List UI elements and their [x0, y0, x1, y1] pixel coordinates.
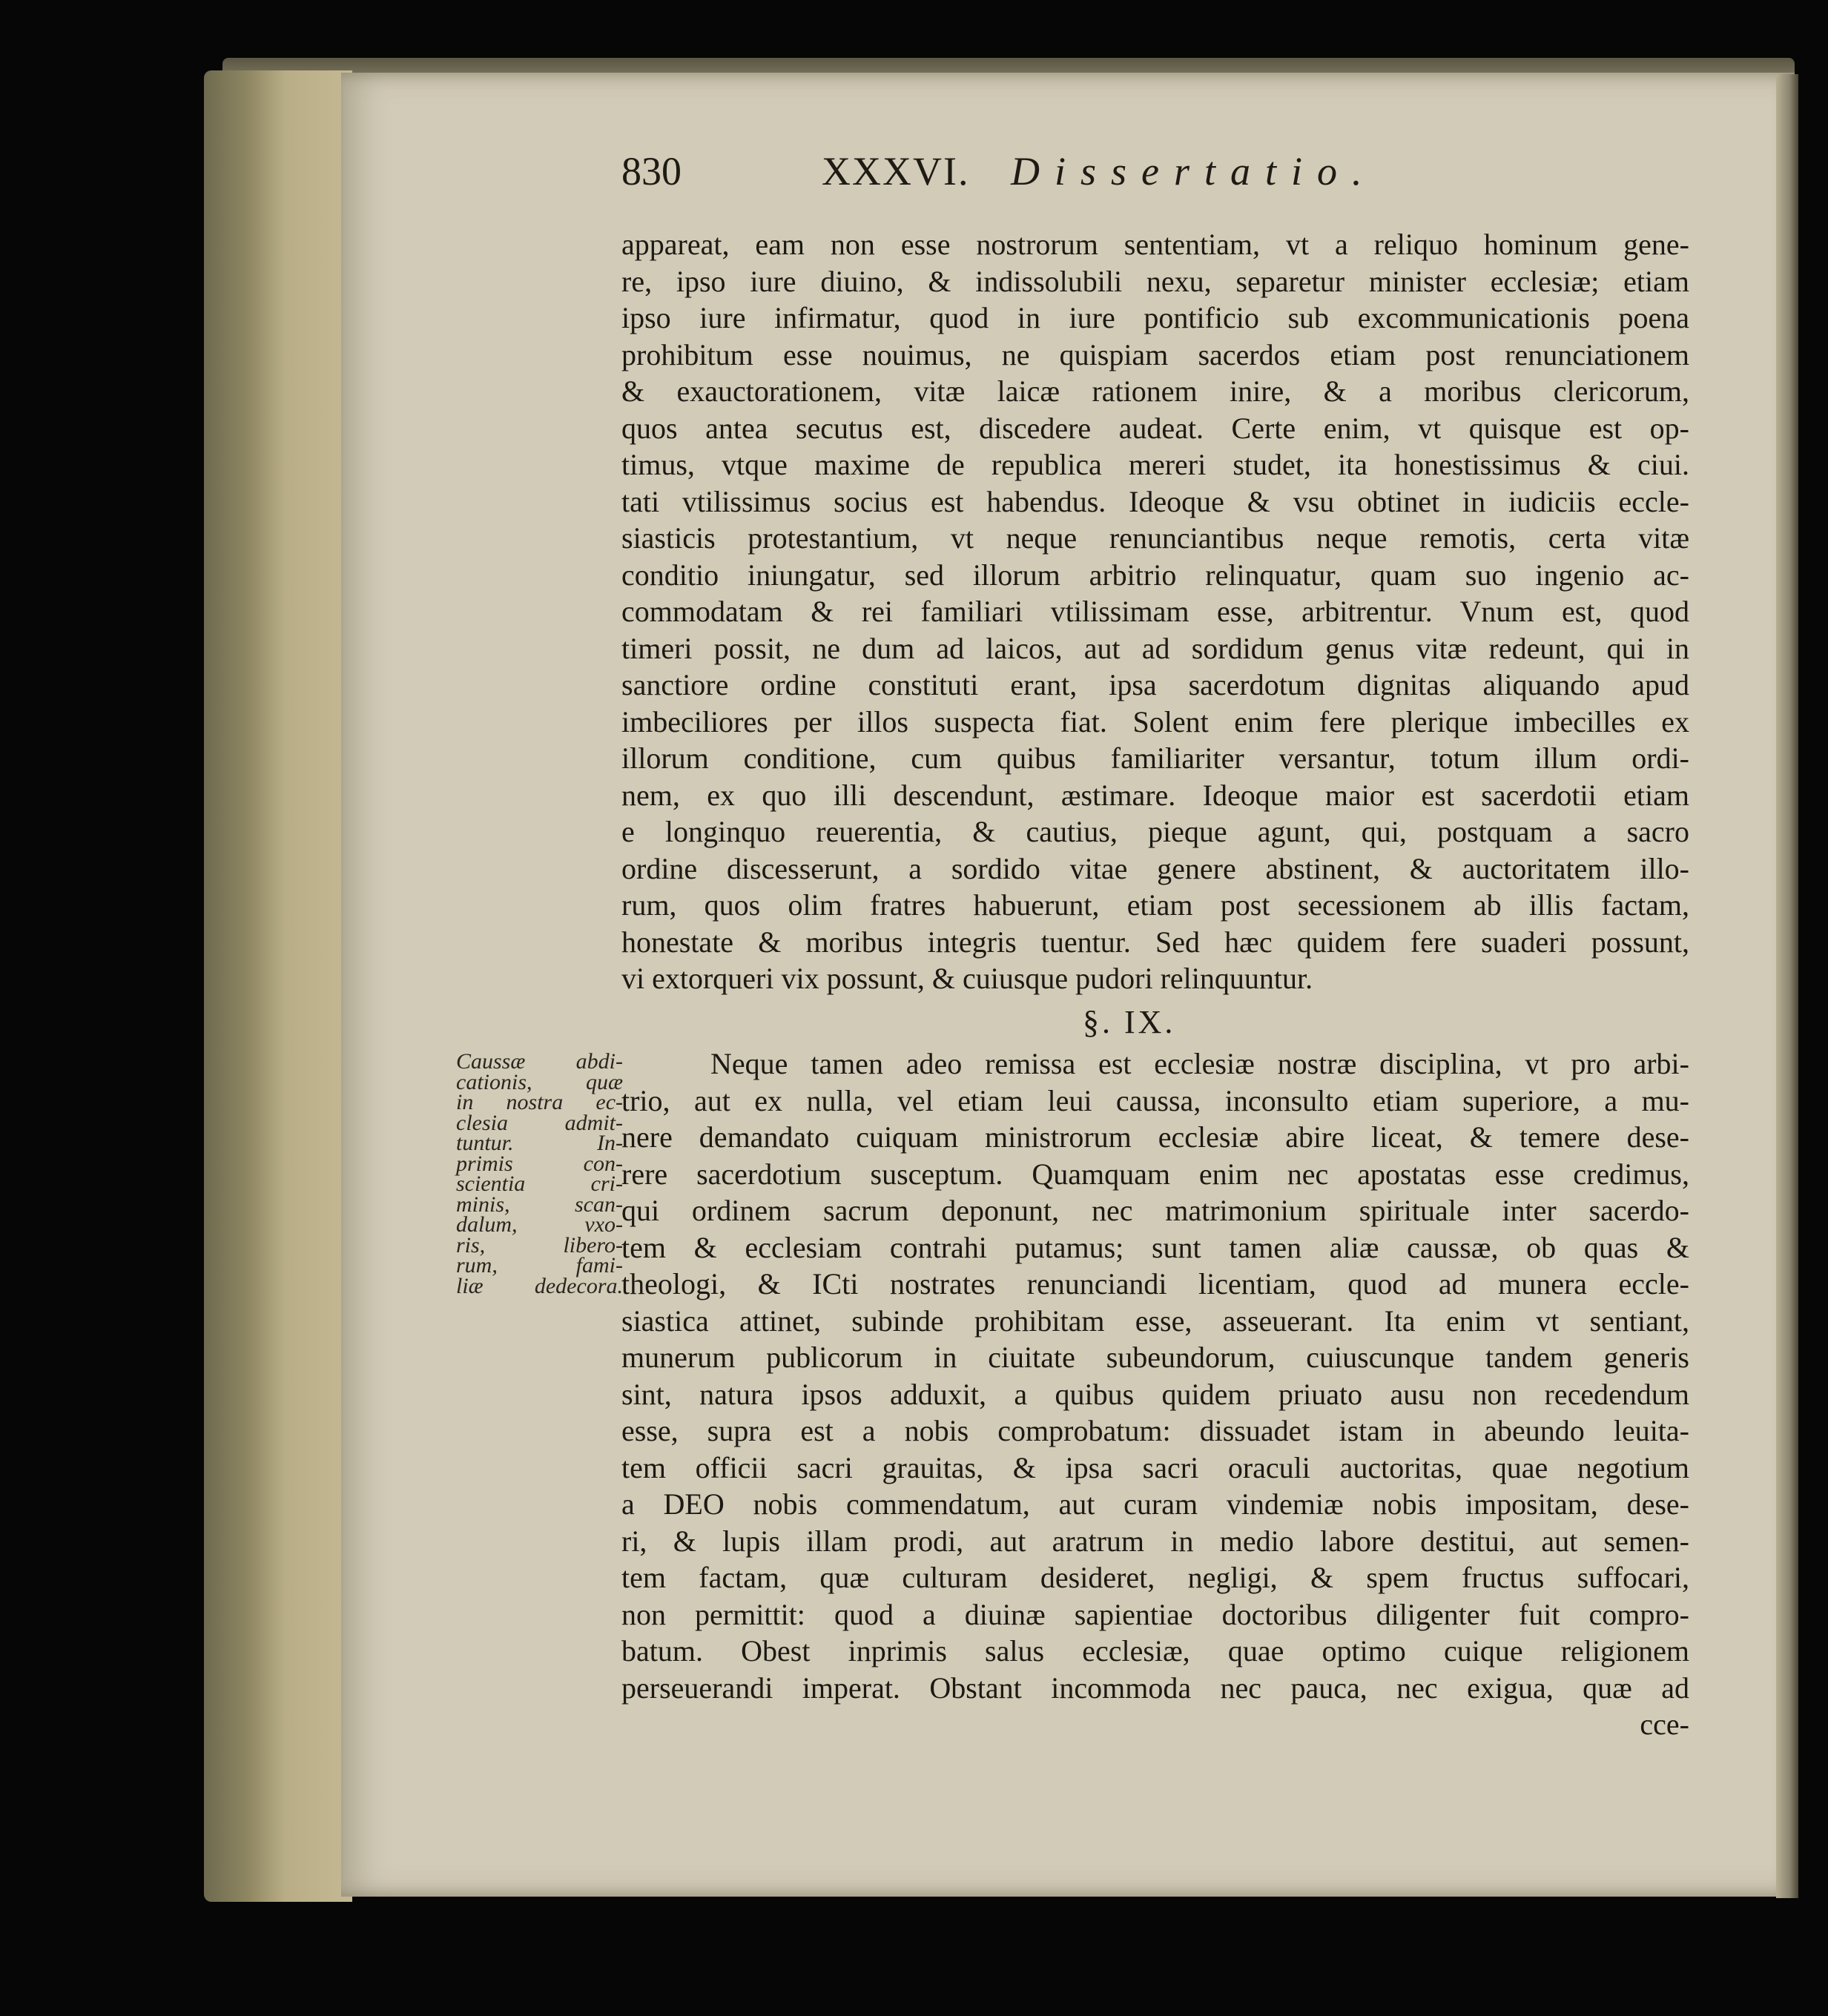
paragraph2-line: batum. Obest inprimis salus ecclesiæ, quae optimo cuique religionem	[621, 1634, 1689, 1668]
page-gutter	[1776, 74, 1798, 1898]
paragraph1-line: tati vtilissimus socius est habendus. Ideoque & vsu obtinet in iudiciis eccle-	[621, 484, 1689, 518]
paragraph2-line: non permittit: quod a diuinæ sapientiae doctoribus diligenter fuit compro-	[621, 1597, 1689, 1631]
catchword: cce-	[1640, 1708, 1689, 1741]
margin-note-line: rum, fami-	[456, 1253, 623, 1278]
book-page-edges	[204, 70, 352, 1902]
margin-note-line: cationis, quæ	[456, 1069, 623, 1094]
paragraph2-line: perseuerandi imperat. Obstant incommoda nec pauca, nec exigua, quæ ad	[621, 1670, 1689, 1705]
paragraph1-line: quos antea secutus est, discedere audeat. Certe enim, vt quisque est op-	[621, 411, 1689, 445]
paragraph2-line: a DEO nobis commendatum, aut curam vindemiæ nobis impositam, dese-	[621, 1487, 1689, 1521]
paragraph2-line: trio, aut ex nulla, vel etiam leui caussa, inconsulto etiam superiore, a mu-	[621, 1083, 1689, 1117]
paragraph2-line: rere sacerdotium susceptum. Quamquam enim nec apostatas esse credimus,	[621, 1157, 1689, 1191]
margin-note-line: primis con-	[456, 1151, 623, 1176]
paragraph2-line: Neque tamen adeo remissa est ecclesiæ nostræ disciplina, vt pro arbi-	[710, 1047, 1689, 1080]
paragraph2-line: sint, natura ipsos adduxit, a quibus quidem priuato ausu non recedendum	[621, 1377, 1689, 1411]
paragraph2-line: ri, & lupis illam prodi, aut aratrum in medio labore destitui, aut semen-	[621, 1524, 1689, 1558]
margin-note-line: minis, scan-	[456, 1192, 623, 1217]
paragraph1-line: ipso iure infirmatur, quod in iure pontificio sub excommunicationis poena	[621, 301, 1689, 334]
paragraph-2	[621, 1045, 1689, 1743]
margin-note	[456, 1051, 623, 1296]
dissertation-number: XXXVI.	[822, 149, 970, 194]
paragraph2-line: tem officii sacri grauitas, & ipsa sacri oraculi auctoritas, quae negotium	[621, 1450, 1689, 1484]
paragraph2-line: theologi, & ICti nostrates renunciandi licentiam, quod ad munera eccle-	[621, 1267, 1689, 1301]
paragraph1-line: timeri possit, ne dum ad laicos, aut ad sordidum genus vitæ redeunt, qui in	[621, 631, 1689, 665]
margin-note-line: Caussæ abdi-	[456, 1049, 623, 1074]
margin-note-line: ris, libero-	[456, 1232, 623, 1257]
margin-note-line: in nostra ec-	[456, 1090, 623, 1114]
margin-note-line: clesia admit-	[456, 1110, 623, 1135]
paragraph-1	[621, 226, 1689, 997]
section-heading: §. IX.	[1083, 1004, 1176, 1040]
page-number: 830	[621, 149, 682, 194]
paragraph2-line: tem factam, quæ culturam desideret, negligi, & spem fructus suffocari,	[621, 1561, 1689, 1594]
paragraph1-line: imbeciliores per illos suspecta fiat. Solent enim fere plerique imbecilles ex	[621, 704, 1689, 738]
paragraph1-line: timus, vtque maxime de republica mereri studet, ita honestissimus & ciui.	[621, 448, 1689, 481]
margin-note-line: liæ dedecora.	[456, 1273, 623, 1298]
paragraph1-line: ordine discesserunt, a sordido vitae genere abstinent, & auctoritatem illo-	[621, 851, 1689, 885]
paragraph1-line: appareat, eam non esse nostrorum sententiam, vt a reliquo hominum gene-	[621, 228, 1689, 261]
paragraph2-line: siastica attinet, subinde prohibitam esse, asseuerant. Ita enim vt sentiant,	[621, 1303, 1689, 1338]
margin-note-line: dalum, vxo-	[456, 1212, 623, 1237]
paragraph2-line: qui ordinem sacrum deponunt, nec matrimonium spirituale inter sacerdo-	[621, 1194, 1689, 1227]
paragraph2-line: nere demandato cuiquam ministrorum ecclesiæ abire liceat, & temere dese-	[621, 1120, 1689, 1154]
paragraph1-line: re, ipso iure diuino, & indissolubili nexu, separetur minister ecclesiæ; etiam	[621, 264, 1689, 298]
paragraph2-line: munerum publicorum in ciuitate subeundorum, cuiuscunque tandem generis	[621, 1341, 1689, 1374]
paragraph1-line: nem, ex quo illi descendunt, æstimare. Ideoque maior est sacerdotii etiam	[621, 778, 1689, 812]
margin-note-line: tuntur. In-	[456, 1131, 623, 1155]
running-header	[621, 148, 1660, 208]
running-title: Dissertatio.	[1011, 149, 1377, 194]
paragraph1-line: illorum conditione, cum quibus familiariter versantur, totum illum ordi-	[621, 741, 1689, 775]
paragraph1-line: & exauctorationem, vitæ laicæ rationem inire, & a moribus clericorum,	[621, 374, 1689, 408]
paragraph1-line: e longinquo reuerentia, & cautius, pieque agunt, qui, postquam a sacro	[621, 815, 1689, 848]
paragraph1-line: vi extorqueri vix possunt, & cuiusque pudori relinquuntur.	[621, 962, 1313, 995]
paragraph2-line: esse, supra est a nobis comprobatum: dissuadet istam in abeundo leuita-	[621, 1414, 1689, 1447]
paragraph1-line: conditio iniungatur, sed illorum arbitrio relinquatur, quam suo ingenio ac-	[621, 558, 1689, 592]
paragraph1-line: sanctiore ordine constituti erant, ipsa sacerdotum dignitas aliquando apud	[621, 668, 1689, 701]
paragraph2-line: tem & ecclesiam contrahi putamus; sunt tamen aliæ caussæ, ob quas &	[621, 1230, 1689, 1264]
paragraph1-line: siasticis protestantium, vt neque renunciantibus neque remotis, certa vitæ	[621, 521, 1689, 555]
paragraph1-line: honestate & moribus integris tuentur. Sed hæc quidem fere suaderi possunt,	[621, 925, 1689, 959]
paragraph1-line: prohibitum esse nouimus, ne quispiam sacerdos etiam post renunciationem	[621, 337, 1689, 371]
margin-note-line: scientia cri-	[456, 1171, 623, 1196]
paragraph1-line: rum, quos olim fratres habuerunt, etiam post secessionem ab illis factam,	[621, 888, 1689, 922]
paragraph1-line: commodatam & rei familiari vtilissimam esse, arbitrentur. Vnum est, quod	[621, 595, 1689, 628]
